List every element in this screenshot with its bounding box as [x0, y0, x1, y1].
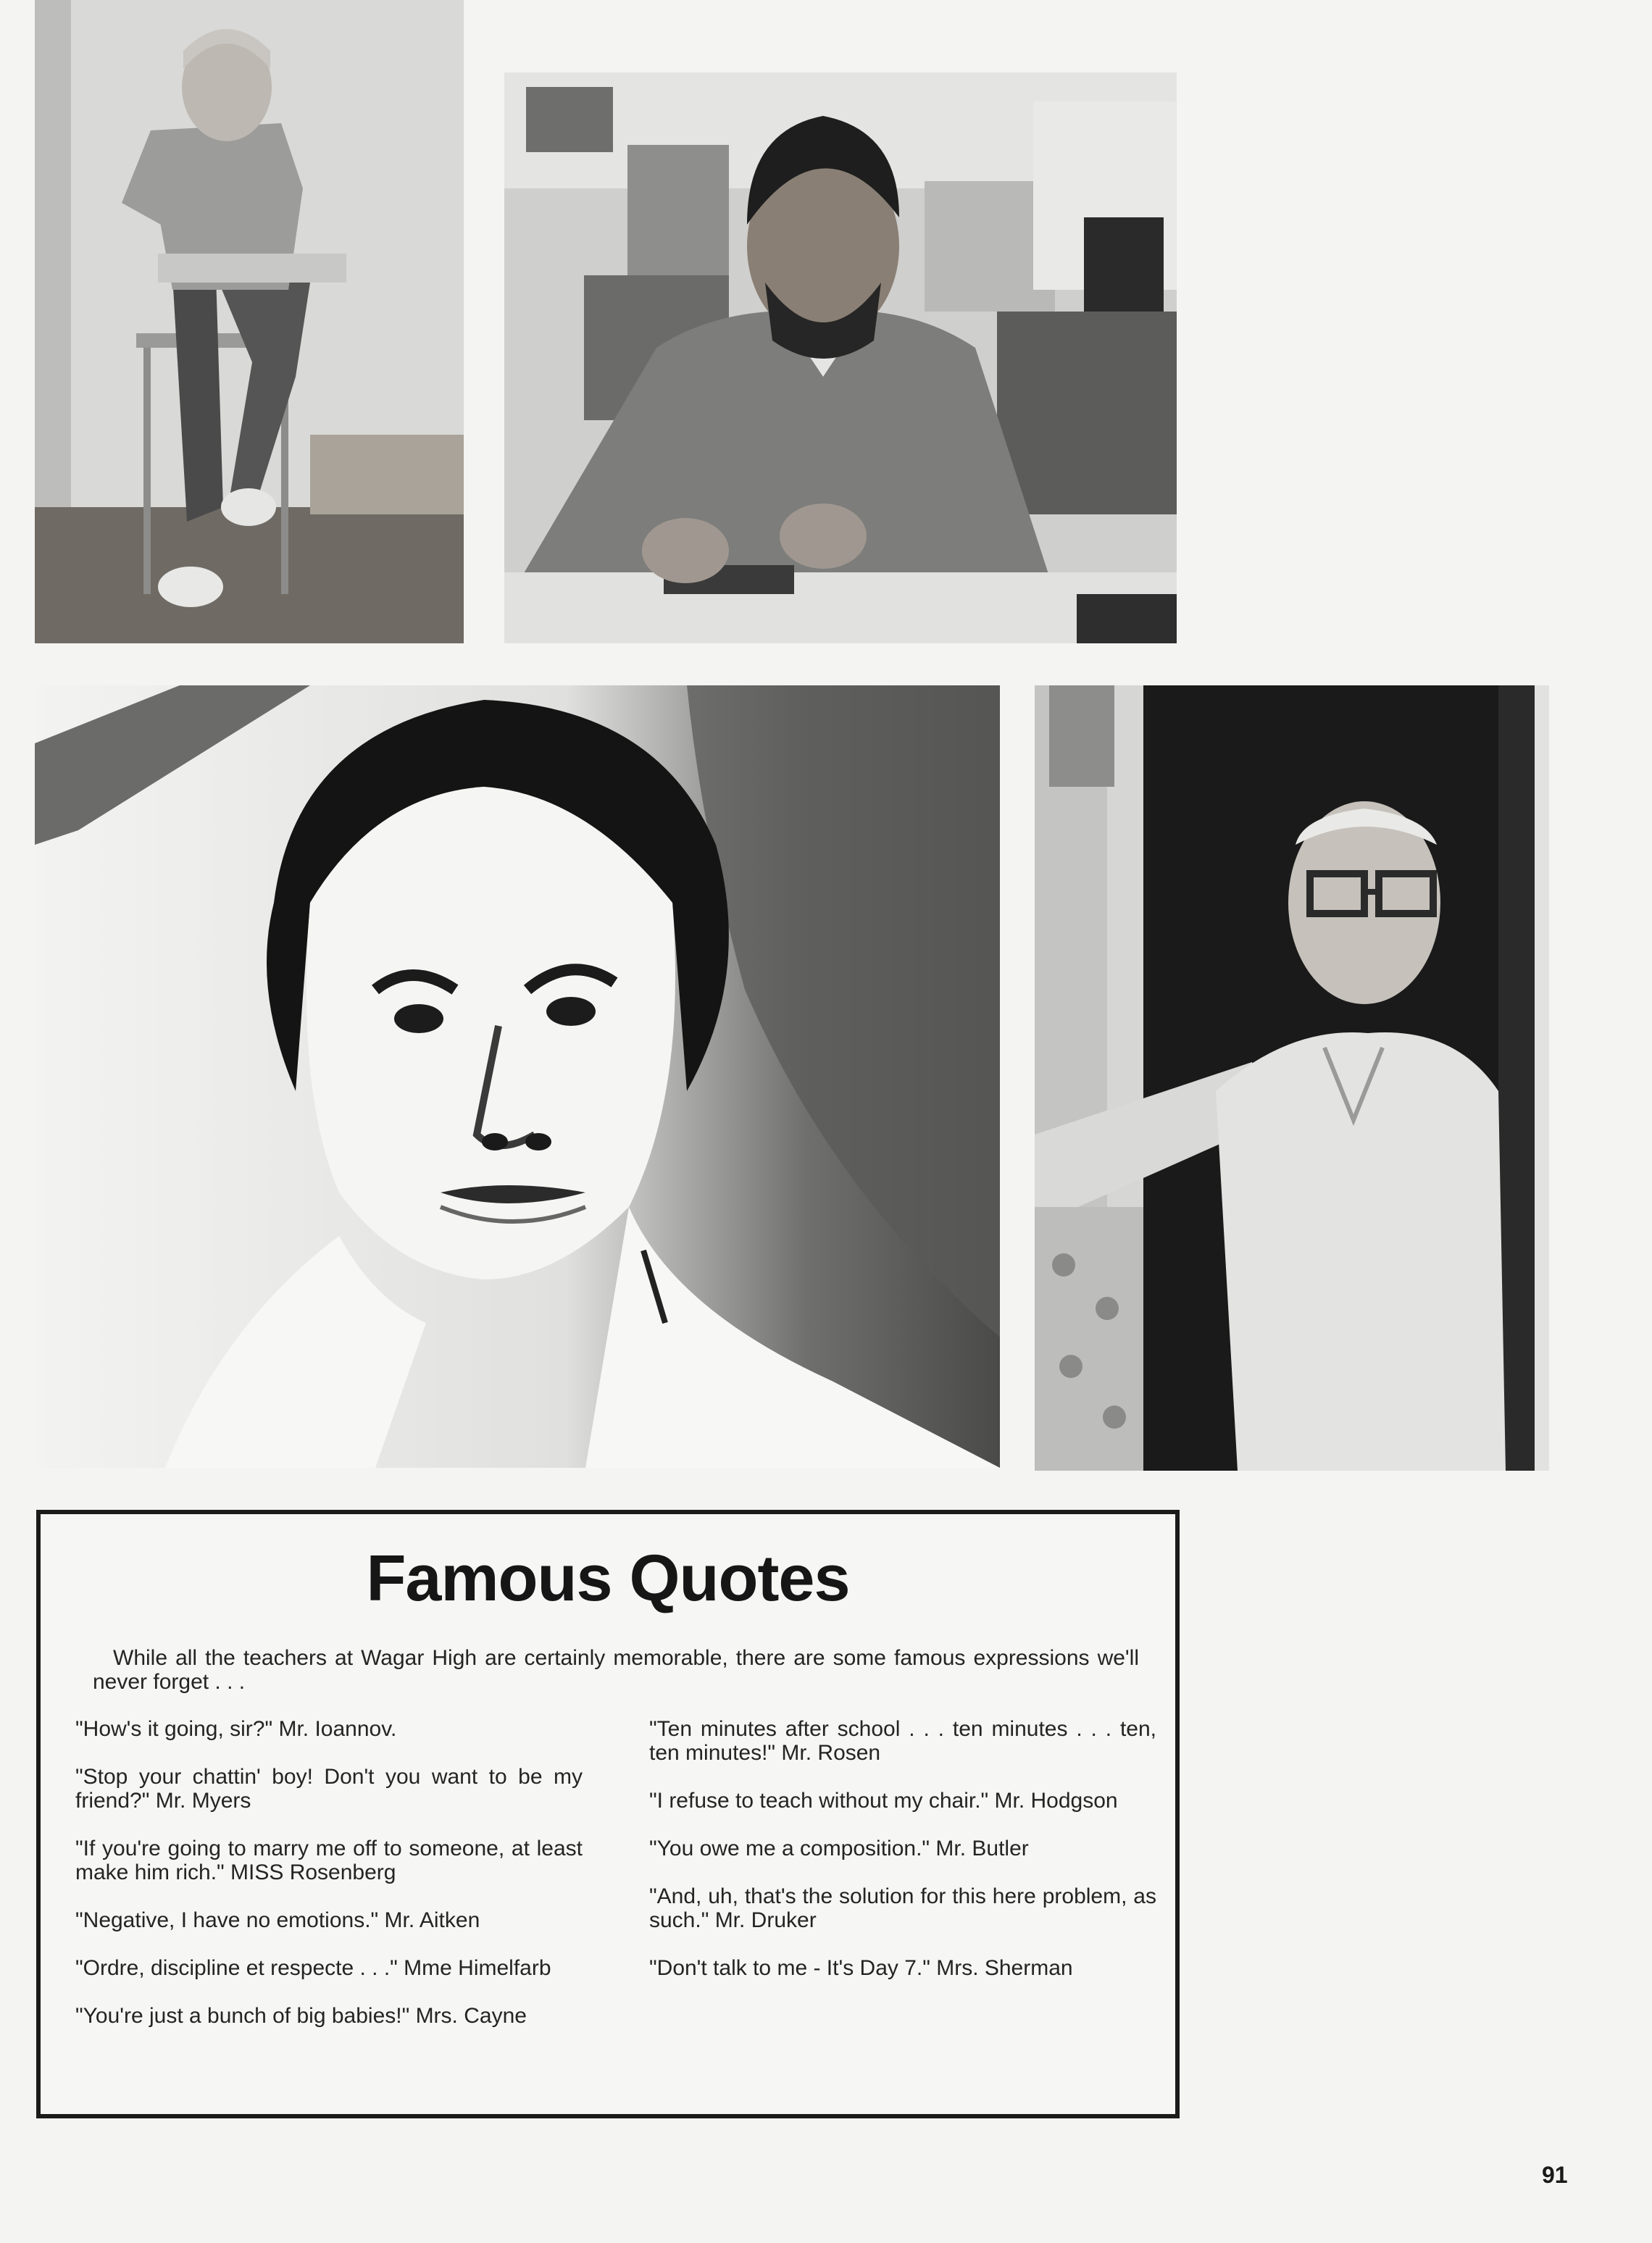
quote-item: "Don't talk to me - It's Day 7." Mrs. Sherman — [649, 1956, 1073, 1980]
photo-teacher-at-desk-image — [504, 72, 1177, 643]
quote-item: "How's it going, sir?" Mr. Ioannov. — [75, 1717, 397, 1741]
quote-item: "Negative, I have no emotions." Mr. Aitken — [75, 1908, 480, 1932]
quote-item: "And, uh, that's the solution for this here problem, as such." Mr. Druker — [649, 1884, 1156, 1932]
photo-teacher-portrait-image — [35, 685, 1000, 1468]
quotes-intro: While all the teachers at Wagar High are certainly memorable, there are some famous expressions we'll never forget . . . — [93, 1646, 1139, 1694]
famous-quotes-panel — [36, 1510, 1180, 2118]
photo-teacher-in-doorway-image — [1035, 685, 1549, 1471]
photo-teacher-eating-image — [35, 0, 464, 643]
quote-item: "If you're going to marry me off to someone, at least make him rich." MISS Rosenberg — [75, 1837, 583, 1884]
photo-teacher-eating — [35, 0, 464, 643]
quotes-title: Famous Quotes — [366, 1542, 850, 1615]
quote-item: "You owe me a composition." Mr. Butler — [649, 1837, 1029, 1860]
page-number: 91 — [1542, 2162, 1568, 2188]
quote-item: "Stop your chattin' boy! Don't you want to be my friend?" Mr. Myers — [75, 1765, 583, 1813]
quote-item: "Ordre, discipline et respecte . . ." Mme Himelfarb — [75, 1956, 551, 1980]
photo-teacher-portrait — [35, 685, 1000, 1468]
photo-teacher-in-doorway — [1035, 685, 1549, 1471]
quotes-column-left — [75, 1717, 583, 2052]
quote-item: "Ten minutes after school . . . ten minutes . . . ten, ten minutes!" Mr. Rosen — [649, 1717, 1156, 1765]
quotes-column-right — [649, 1717, 1156, 2004]
quote-item: "I refuse to teach without my chair." Mr. Hodgson — [649, 1789, 1118, 1813]
quote-item: "You're just a bunch of big babies!" Mrs. Cayne — [75, 2004, 527, 2028]
photo-teacher-at-desk — [504, 72, 1177, 643]
